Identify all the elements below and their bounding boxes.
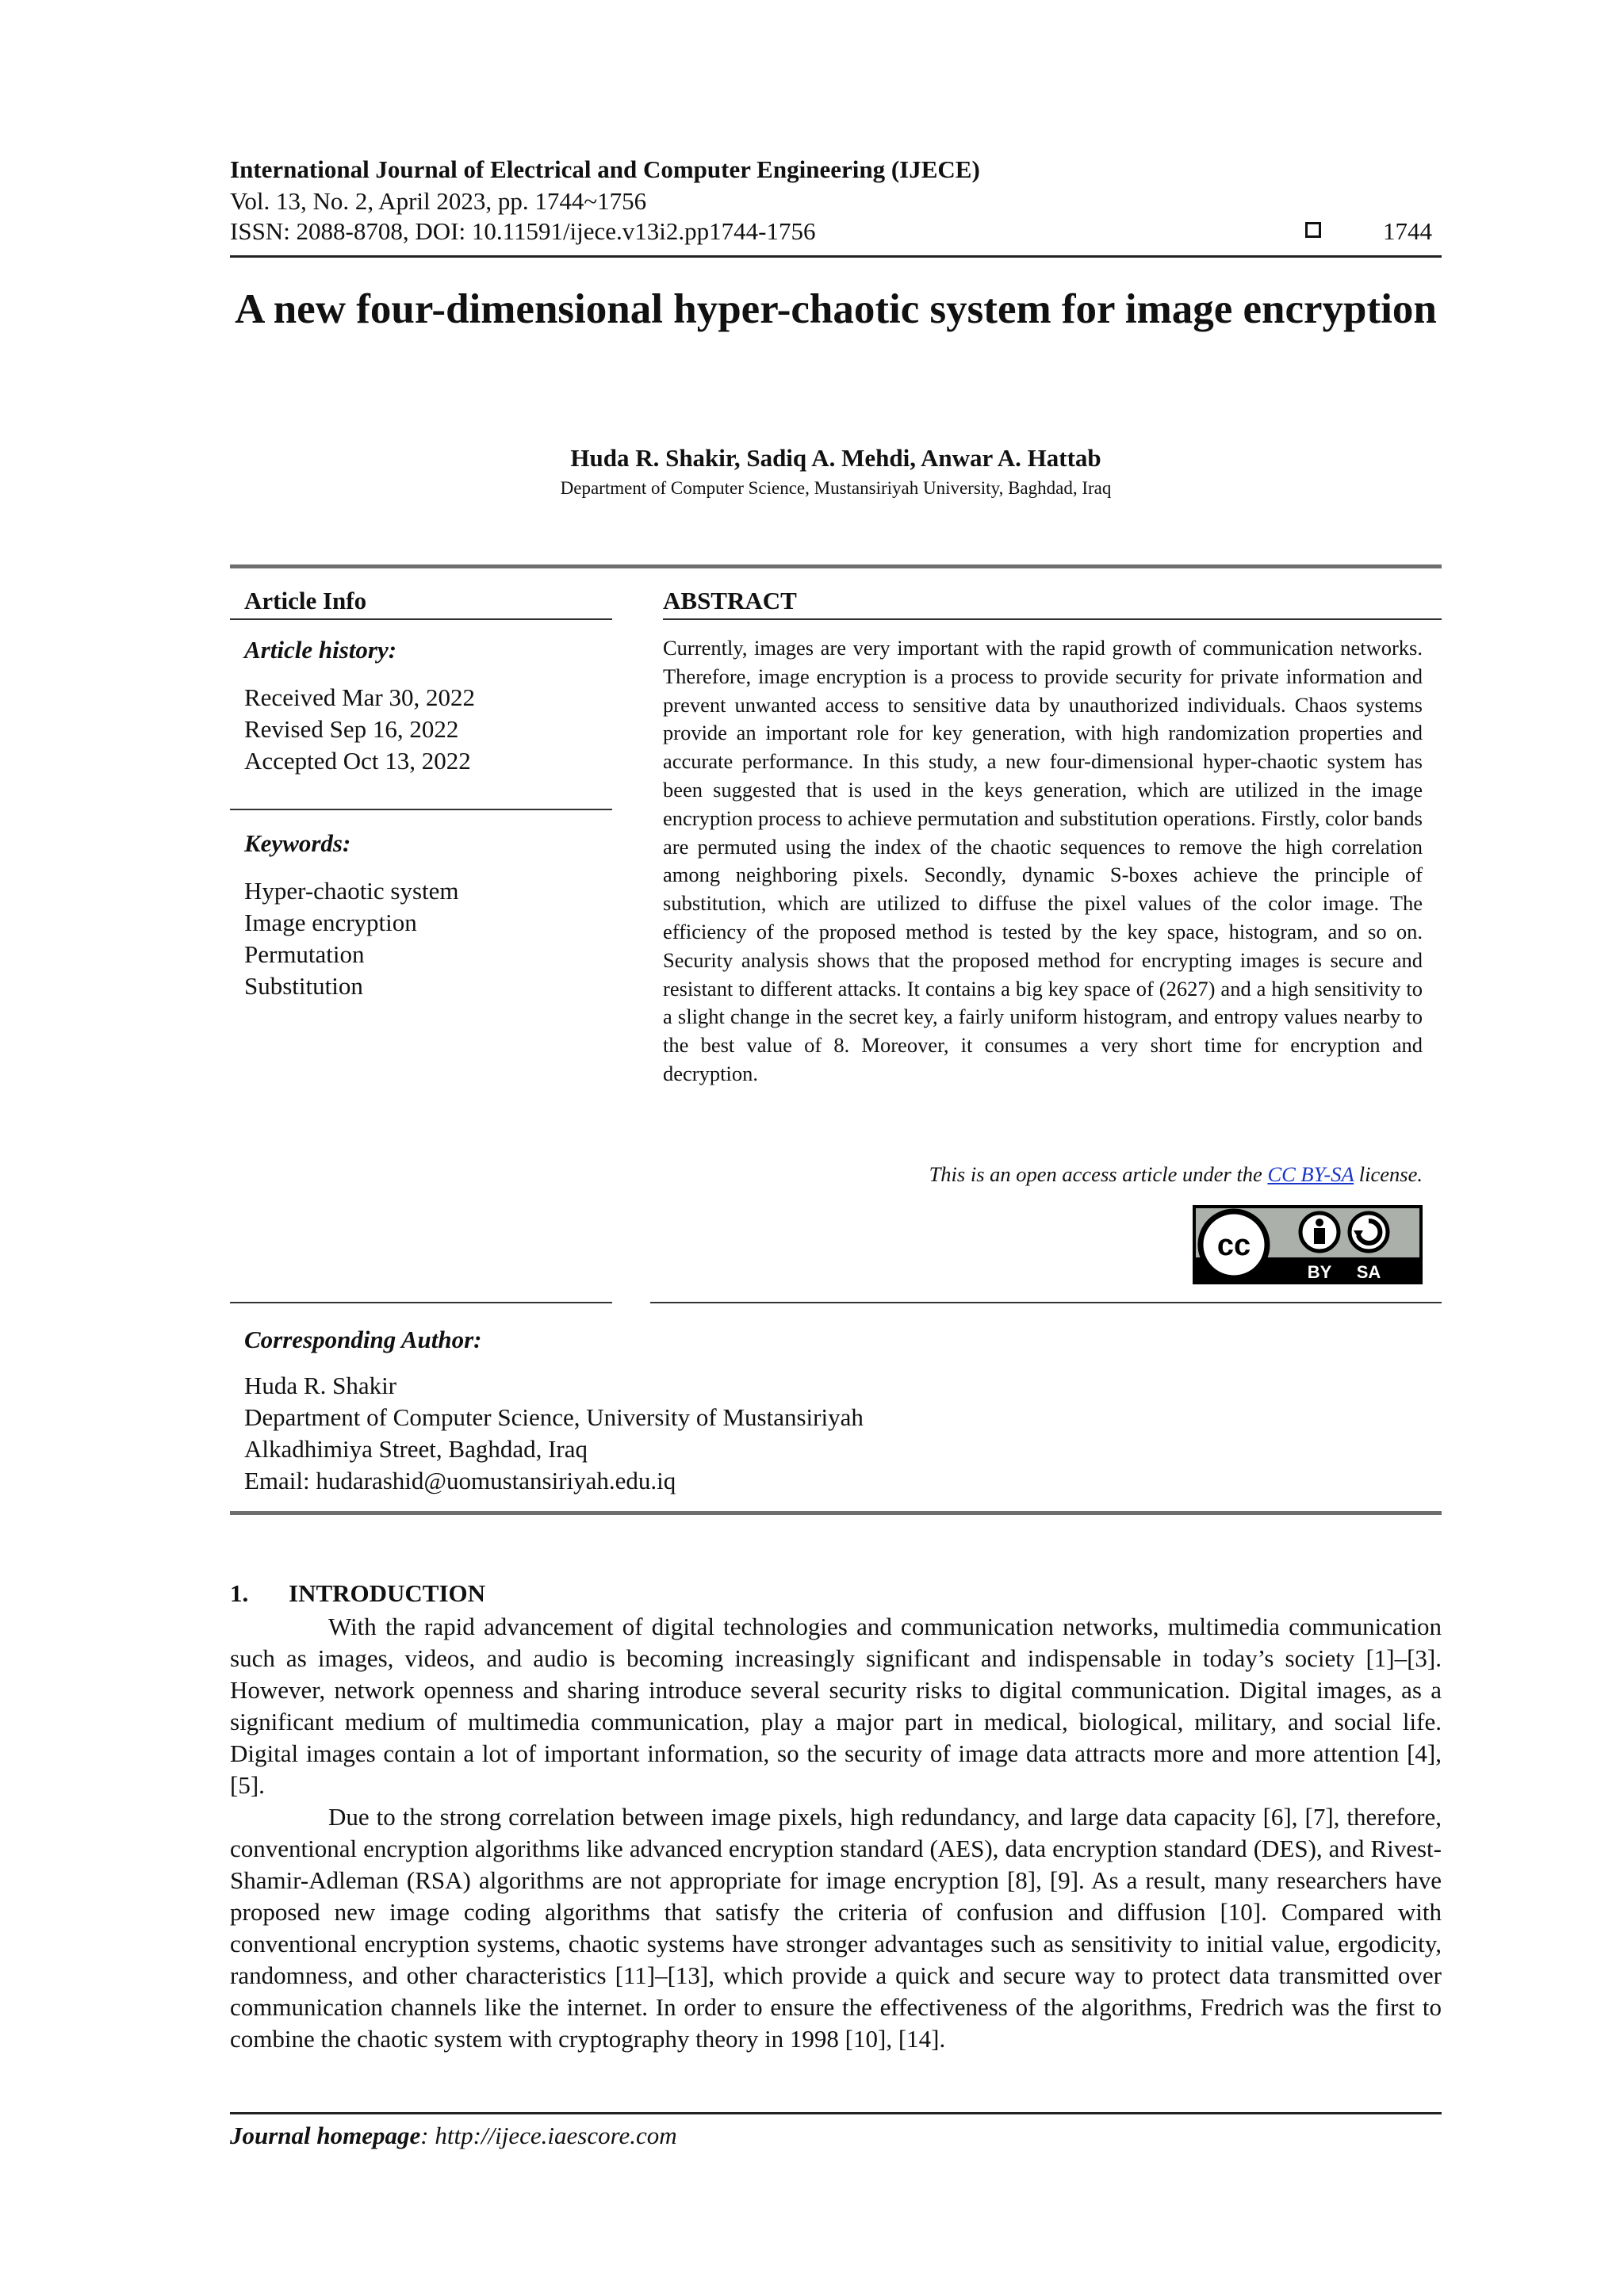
history-divider [230, 809, 612, 810]
author-address: Alkadhimiya Street, Baghdad, Iraq [244, 1435, 588, 1463]
badge-sa-text: SA [1356, 1262, 1381, 1282]
history-revised: Revised Sep 16, 2022 [244, 715, 459, 743]
footer-url[interactable]: : http://ijece.iaescore.com [420, 2122, 677, 2149]
badge-cc-text: cc [1216, 1229, 1251, 1262]
keywords-bottom-rule [230, 1302, 612, 1303]
header-rule [230, 255, 1442, 258]
keyword-item: Substitution [244, 972, 363, 1000]
corresponding-details [244, 1370, 864, 1497]
author-name: Huda R. Shakir [244, 1372, 397, 1399]
section-number: 1. [230, 1579, 249, 1607]
intro-body [230, 1611, 1442, 2055]
issn-doi: ISSN: 2088-8708, DOI: 10.11591/ijece.v13i2.pp1744-1756 [230, 217, 816, 245]
section-heading [230, 1579, 485, 1608]
checkbox-square-icon [1305, 222, 1321, 238]
abstract-underline [663, 618, 1442, 620]
authors: Huda R. Shakir, Sadiq A. Mehdi, Anwar A. Hattab [570, 444, 1101, 472]
keyword-item: Image encryption [244, 909, 417, 936]
abstract-bottom-rule [650, 1302, 1442, 1303]
abstract-text: Currently, images are very important with the rapid growth of communication networks. Therefore, image encryption is a process to provide security for private information and prevent unwanted access to sensitive data by unauthorized individuals. Chaos systems provide an important role for key generation, with high randomization properties and accurate performance. In this study, a new four-dimensional hyper-chaotic system has been suggested that is used in the keys generation, which are utilized in the image encryption process to achieve permutation and substitution operations. Firstly, color bands are permuted using the index of the chaotic sequences to remove the high correlation among neighboring pixels. Secondly, dynamic S-boxes achieve the principle of substitution, which are utilized to diffuse the pixel values of the color image. The efficiency of the proposed method is tested by the key space, histogram, and so on. Security analysis shows that the proposed method for encrypting images is secure and resistant to different attacks. It contains a big key space of (2627) and a high sensitivity to a slight change in the secret key, a fairly uniform histogram, and entropy values nearby to the best value of 8. Moreover, it consumes a very short time for encryption and decryption. [663, 636, 1423, 1085]
paper-title: A new four-dimensional hyper-chaotic system for image encryption [235, 286, 1437, 332]
paragraph: With the rapid advancement of digital technologies and communication networks, multimedia communication such as images, videos, and audio is becoming increasingly significant and indispensable in today’s society [1]–[3]. However, network openness and sharing introduce several security risks to digital communication. Digital images, as a significant medium of multimedia communication, play a major part in medical, biological, military, and social life. Digital images contain a lot of important information, so the security of image data attracts more and more attention [4], [5]. [230, 1613, 1442, 1799]
corresponding-heading: Corresponding Author: [244, 1326, 482, 1353]
history-heading: Article history: [244, 636, 397, 664]
footer [230, 2122, 677, 2150]
keywords-heading: Keywords: [244, 829, 351, 857]
section-title: INTRODUCTION [289, 1579, 486, 1607]
paragraph: Due to the strong correlation between image pixels, high redundancy, and large data capacity [6], [7], therefore, conventional encryption algorithms like advanced encryption standard (AES), data encryption standard (DES), and Rivest-Shamir-Adleman (RSA) algorithms are not appropriate for image encryption [8], [9]. As a result, many researchers have proposed new image coding algorithms that satisfy the criteria of confusion and diffusion [10]. Compared with conventional encryption systems, chaotic systems have stronger advantages such as sensitivity to initial value, ergodicity, randomness, and other characteristics [11]–[13], which provide a quick and secure way to protect data transmitted over communication channels like the internet. In order to ensure the effectiveness of the algorithms, Fredrich was the first to combine the chaotic system with cryptography theory in 1998 [10], [14]. [230, 1803, 1442, 2053]
keywords-list [244, 875, 459, 1002]
footer-rule [230, 2112, 1442, 2114]
license-prefix: This is an open access article under the [929, 1162, 1268, 1186]
info-top-rule [230, 564, 1442, 568]
abstract-heading: ABSTRACT [663, 587, 797, 614]
license-suffix: license. [1354, 1162, 1423, 1186]
footer-label: Journal homepage [230, 2122, 421, 2149]
author-email: Email: hudarashid@uomustansiriyah.edu.iq [244, 1467, 676, 1494]
keyword-item: Permutation [244, 940, 365, 968]
badge-by-text: BY [1307, 1262, 1332, 1282]
cc-by-sa-badge-icon[interactable] [1193, 1205, 1423, 1284]
author-department: Department of Computer Science, University of Mustansiriyah [244, 1403, 864, 1431]
affiliation: Department of Computer Science, Mustansiriyah University, Baghdad, Iraq [560, 478, 1112, 498]
info-bottom-rule [230, 1511, 1442, 1515]
keyword-item: Hyper-chaotic system [244, 877, 459, 905]
article-info-heading: Article Info [244, 587, 367, 614]
article-info-underline [230, 618, 612, 620]
license-note [663, 1162, 1423, 1187]
history-accepted: Accepted Oct 13, 2022 [244, 747, 471, 775]
history-received: Received Mar 30, 2022 [244, 683, 475, 711]
license-link[interactable]: CC BY-SA [1267, 1162, 1354, 1186]
page-number: 1744 [1383, 217, 1432, 245]
volume-info: Vol. 13, No. 2, April 2023, pp. 1744~1756 [230, 187, 647, 215]
journal-name: International Journal of Electrical and Computer Engineering (IJECE) [230, 155, 980, 183]
history-list [244, 682, 475, 777]
